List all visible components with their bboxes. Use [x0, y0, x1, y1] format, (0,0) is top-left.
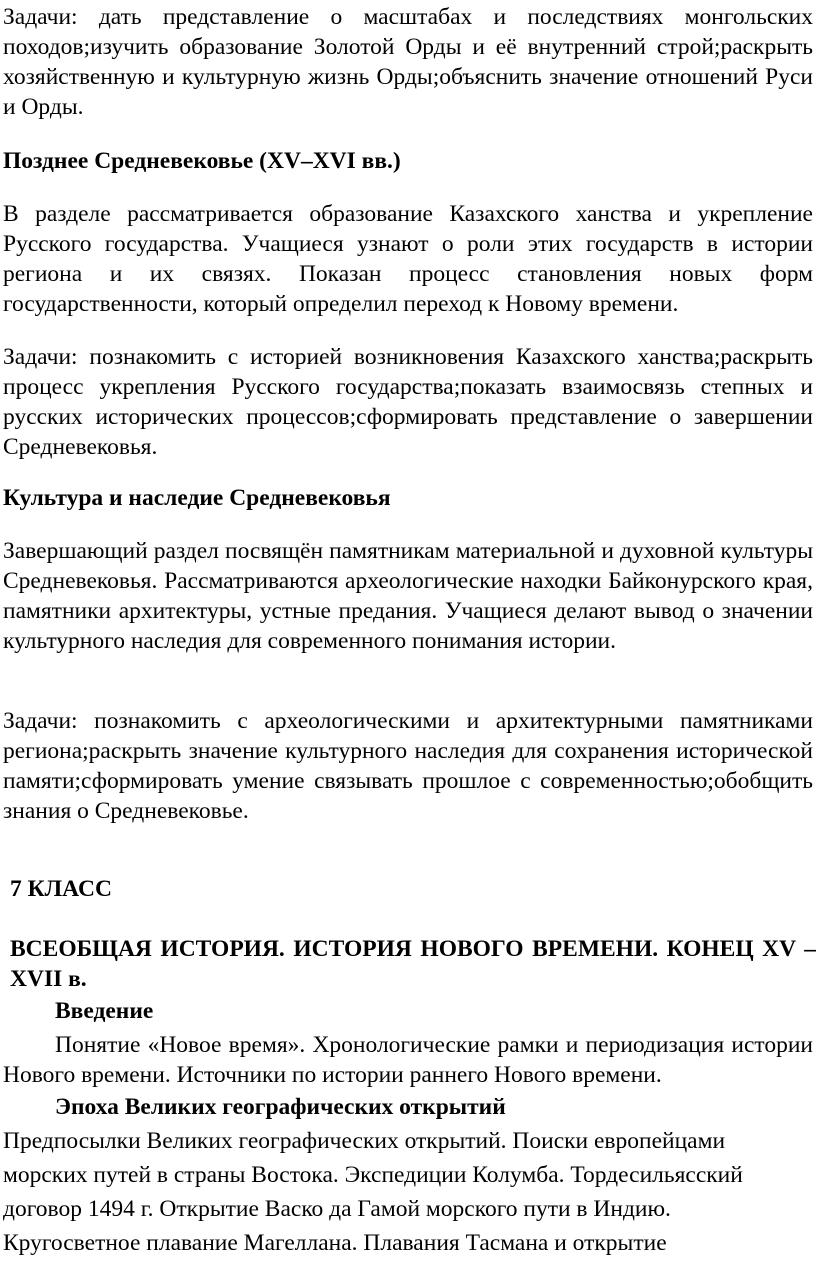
late-middle-ages-paragraph: В разделе рассматривается образование Казахского ханства и укрепление Русского государства. Учащиеся узнают о роли этих государств в истории региона и их связях. Показан процесс становления новых форм государственности, который определил переход к Новому времени.	[3, 201, 813, 317]
tasks-culture-paragraph: Задачи: познакомить с археологическими и архитектурными памятниками региона;раскрыть значение культурного наследия для сохранения исторической памяти;сформировать умение связывать прошлое с современностью;обобщить знания о Средневековье.	[3, 708, 813, 824]
late-middle-ages-heading: Позднее Средневековье (XV–XVI вв.)	[3, 148, 401, 174]
tasks-horde-paragraph: Задачи: дать представление о масштабах и последствиях монгольских походов;изучить образование Золотой Орды и её внутренний строй;раскрыть хозяйственную и культурную жизнь Орды;объяснить значение отношений Руси и Орды.	[3, 4, 813, 120]
intro-heading: Введение	[55, 998, 154, 1024]
course-heading: ВСЕОБЩАЯ ИСТОРИЯ. ИСТОРИЯ НОВОГО ВРЕМЕНИ. КОНЕЦ XV – XVII в.	[10, 936, 816, 992]
intro-paragraph: Понятие «Новое время». Хронологические рамки и периодизация истории Нового времени. Источники по истории раннего Нового времени.	[3, 1032, 813, 1088]
discoveries-heading: Эпоха Великих географических открытий	[55, 1094, 506, 1120]
tasks-late-paragraph: Задачи: познакомить с историей возникновения Казахского ханства;раскрыть процесс укрепления Русского государства;показать взаимосвязь степных и русских исторических процессов;сформировать представление о завершении Средневековья.	[3, 344, 813, 460]
culture-paragraph: Завершающий раздел посвящён памятникам материальной и духовной культуры Средневековья. Рассматриваются археологические находки Байконурского края, памятники архитектуры, устные предания. Учащиеся делают вывод о значении культурного наследия для современного понимания истории.	[3, 538, 813, 654]
discoveries-paragraph: Предпосылки Великих географических открытий. Поиски европейцами морских путей в страны Востока. Экспедиции Колумба. Тордесильясский договор 1494 г. Открытие Васко да Гамой морского пути в Индию. Кругосветное плавание Магеллана. Плавания Тасмана и открытие	[3, 1128, 743, 1256]
culture-heading: Культура и наследие Средневековья	[3, 485, 391, 511]
grade-heading: 7 КЛАСС	[10, 876, 112, 902]
